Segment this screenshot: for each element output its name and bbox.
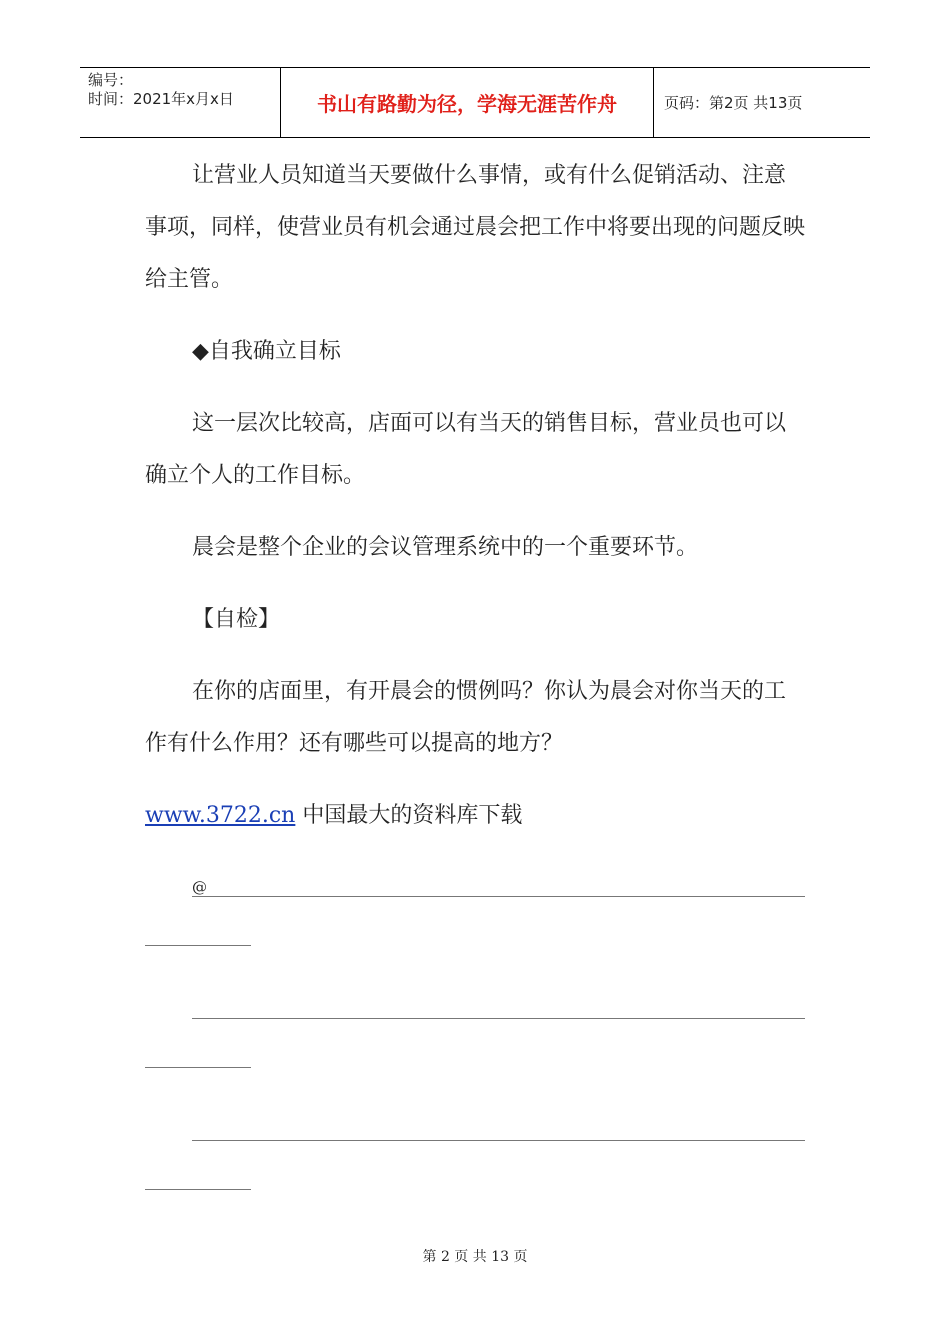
answer-line <box>192 1018 805 1019</box>
page-footer: 第 2 页 共 13 页 <box>422 1249 528 1265</box>
answer-line-row <box>145 870 805 992</box>
answer-line <box>192 896 805 897</box>
answer-lines <box>145 870 805 1236</box>
answer-prefix: @ <box>192 878 207 896</box>
document-number-label: 编号： <box>88 71 134 89</box>
header-motto: 书山有路勤为径，学海无涯苦作舟 <box>281 68 654 137</box>
answer-line-row <box>145 992 805 1114</box>
paragraph: 这一层次比较高，店面可以有当天的销售目标，营业员也可以确立个人的工作目标。 <box>145 411 787 488</box>
answer-line <box>192 1140 805 1141</box>
paragraph: 晨会是整个企业的会议管理系统中的一个重要环节。 <box>192 535 699 560</box>
answer-line-row <box>145 1114 805 1236</box>
source-line <box>145 790 805 842</box>
section-heading: 【自检】 <box>192 607 281 632</box>
document-time: 时间：2021年x月x日 <box>88 90 234 108</box>
page-header <box>80 67 870 138</box>
answer-line <box>145 1189 251 1190</box>
header-page-info: 页码：第2页 共13页 <box>664 94 803 112</box>
link-caption: 中国最大的资料库下载 <box>295 803 523 828</box>
question-paragraph: 在你的店面里，有开晨会的惯例吗？你认为晨会对你当天的工作有什么作用？还有哪些可以提高的地方？ <box>145 679 787 756</box>
paragraph: 让营业人员知道当天要做什么事情，或有什么促销活动、注意事项，同样，使营业员有机会通过晨会把工作中将要出现的问题反映给主管。 <box>145 163 806 292</box>
document-body <box>145 150 805 862</box>
section-heading: ◆自我确立目标 <box>192 339 341 364</box>
answer-line <box>145 1067 251 1068</box>
website-link[interactable]: www.3722.cn <box>145 803 296 828</box>
header-meta <box>80 68 281 137</box>
answer-line <box>145 945 251 946</box>
